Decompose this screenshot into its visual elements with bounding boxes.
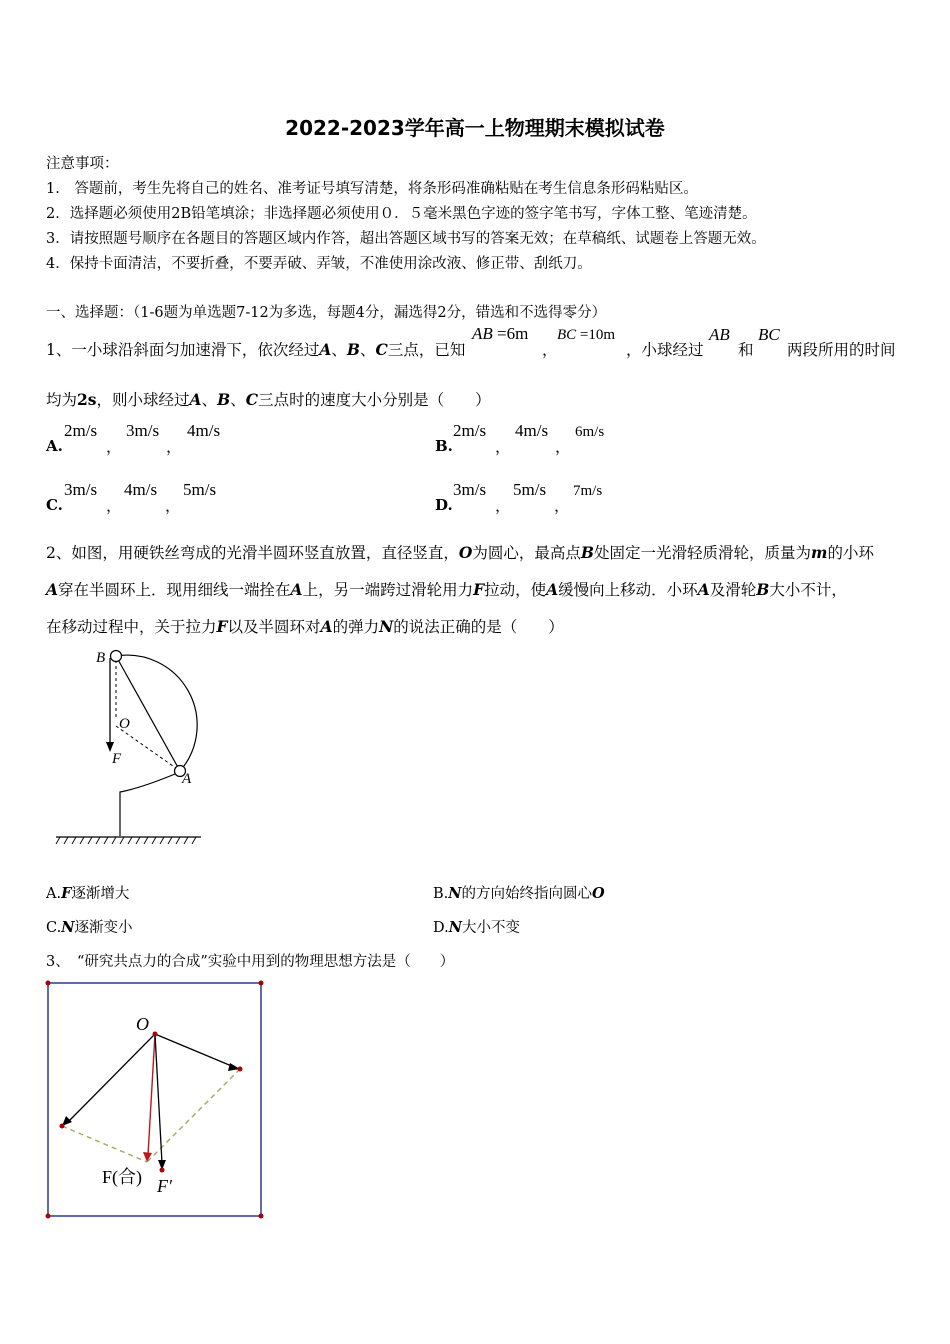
notice-item: 3．请按照题号顺序在各题目的答题区域内作答，超出答题区域书写的答案无效；在草稿纸、试题卷上答题无效。 bbox=[46, 231, 766, 247]
q3-force-parallelogram-figure bbox=[44, 979, 268, 1221]
notice-item: 1. 答题前，考生先将自己的姓名、准考证号填写清楚，将条形码准确粘贴在考生信息条形码粘贴区。 bbox=[46, 181, 698, 197]
notice-item: 2．选择题必须使用2B铅笔填涂；非选择题必须使用０．５毫米黑色字迹的签字笔书写，字体工整、笔迹清楚。 bbox=[46, 206, 757, 222]
q1-line2: 均为2s，则小球经过A、B、C三点时的速度大小分别是（ ） bbox=[46, 390, 491, 409]
q2-option-c[interactable]: C.N逐渐变小 bbox=[46, 919, 133, 936]
label-b: B bbox=[96, 650, 106, 666]
q1-bc-equation: BC =10m bbox=[557, 327, 616, 343]
page-title: 2022-2023学年高一上物理期末模拟试卷 bbox=[285, 116, 665, 140]
q2-line1: 2、如图，用硬铁丝弯成的光滑半圆环竖直放置，直径竖直，O为圆心，最高点B处固定一光滑轻质滑轮，质量为m的小环 bbox=[46, 543, 874, 562]
q1-text: ，小球经过 bbox=[626, 341, 704, 359]
q1-ab-equation: AB =6m bbox=[472, 324, 529, 343]
q2-line2: A穿在半圆环上．现用细线一端拴在A上，另一端跨过滑轮用力F拉动，使A缓慢向上移动．小环A及滑轮B大小不计， bbox=[46, 580, 847, 599]
q1-text: 和 bbox=[738, 341, 754, 359]
q2-option-a[interactable]: A.F逐渐增大 bbox=[46, 885, 130, 902]
q1-line1: 1、一小球沿斜面匀加速滑下，依次经过A、B、C三点，已知 bbox=[46, 340, 466, 359]
q2-option-d[interactable]: D.N大小不变 bbox=[433, 919, 520, 936]
label-f: F bbox=[112, 751, 122, 767]
comma: ， bbox=[542, 341, 558, 359]
notice-item: 4．保持卡面清洁，不要折叠，不要弄破、弄皱，不准使用涂改液、修正带、刮纸刀。 bbox=[46, 256, 592, 272]
label-o: O bbox=[119, 716, 130, 732]
section-heading: 一、选择题：（1-6题为单选题7-12为多选，每题4分，漏选得2分，错选和不选得零分） bbox=[46, 305, 607, 321]
label-a: A bbox=[182, 771, 192, 787]
semicircle-ring bbox=[116, 655, 197, 771]
q3-text: 3、 “研究共点力的合成”实验中用到的物理思想方法是（ ） bbox=[46, 954, 455, 970]
q2-semicircle-figure bbox=[46, 640, 216, 850]
label-f-prime: F′ bbox=[157, 1176, 172, 1196]
frame-border bbox=[48, 983, 261, 1216]
q2-line3: 在移动过程中，关于拉力F以及半圆环对A的弹力N的说法正确的是（ ） bbox=[46, 617, 564, 636]
q1-ab-symbol: AB bbox=[709, 325, 730, 344]
point-o bbox=[153, 1032, 158, 1037]
q1-text: 两段所用的时间 bbox=[787, 341, 896, 359]
q2-option-b[interactable]: B.N的方向始终指向圆心O bbox=[433, 885, 605, 902]
label-f-resultant: F(合) bbox=[102, 1167, 142, 1187]
label-o: O bbox=[136, 1014, 149, 1034]
notice-heading: 注意事项： bbox=[46, 156, 119, 172]
pulley-b bbox=[111, 651, 122, 662]
q1-bc-symbol: BC bbox=[758, 325, 780, 344]
